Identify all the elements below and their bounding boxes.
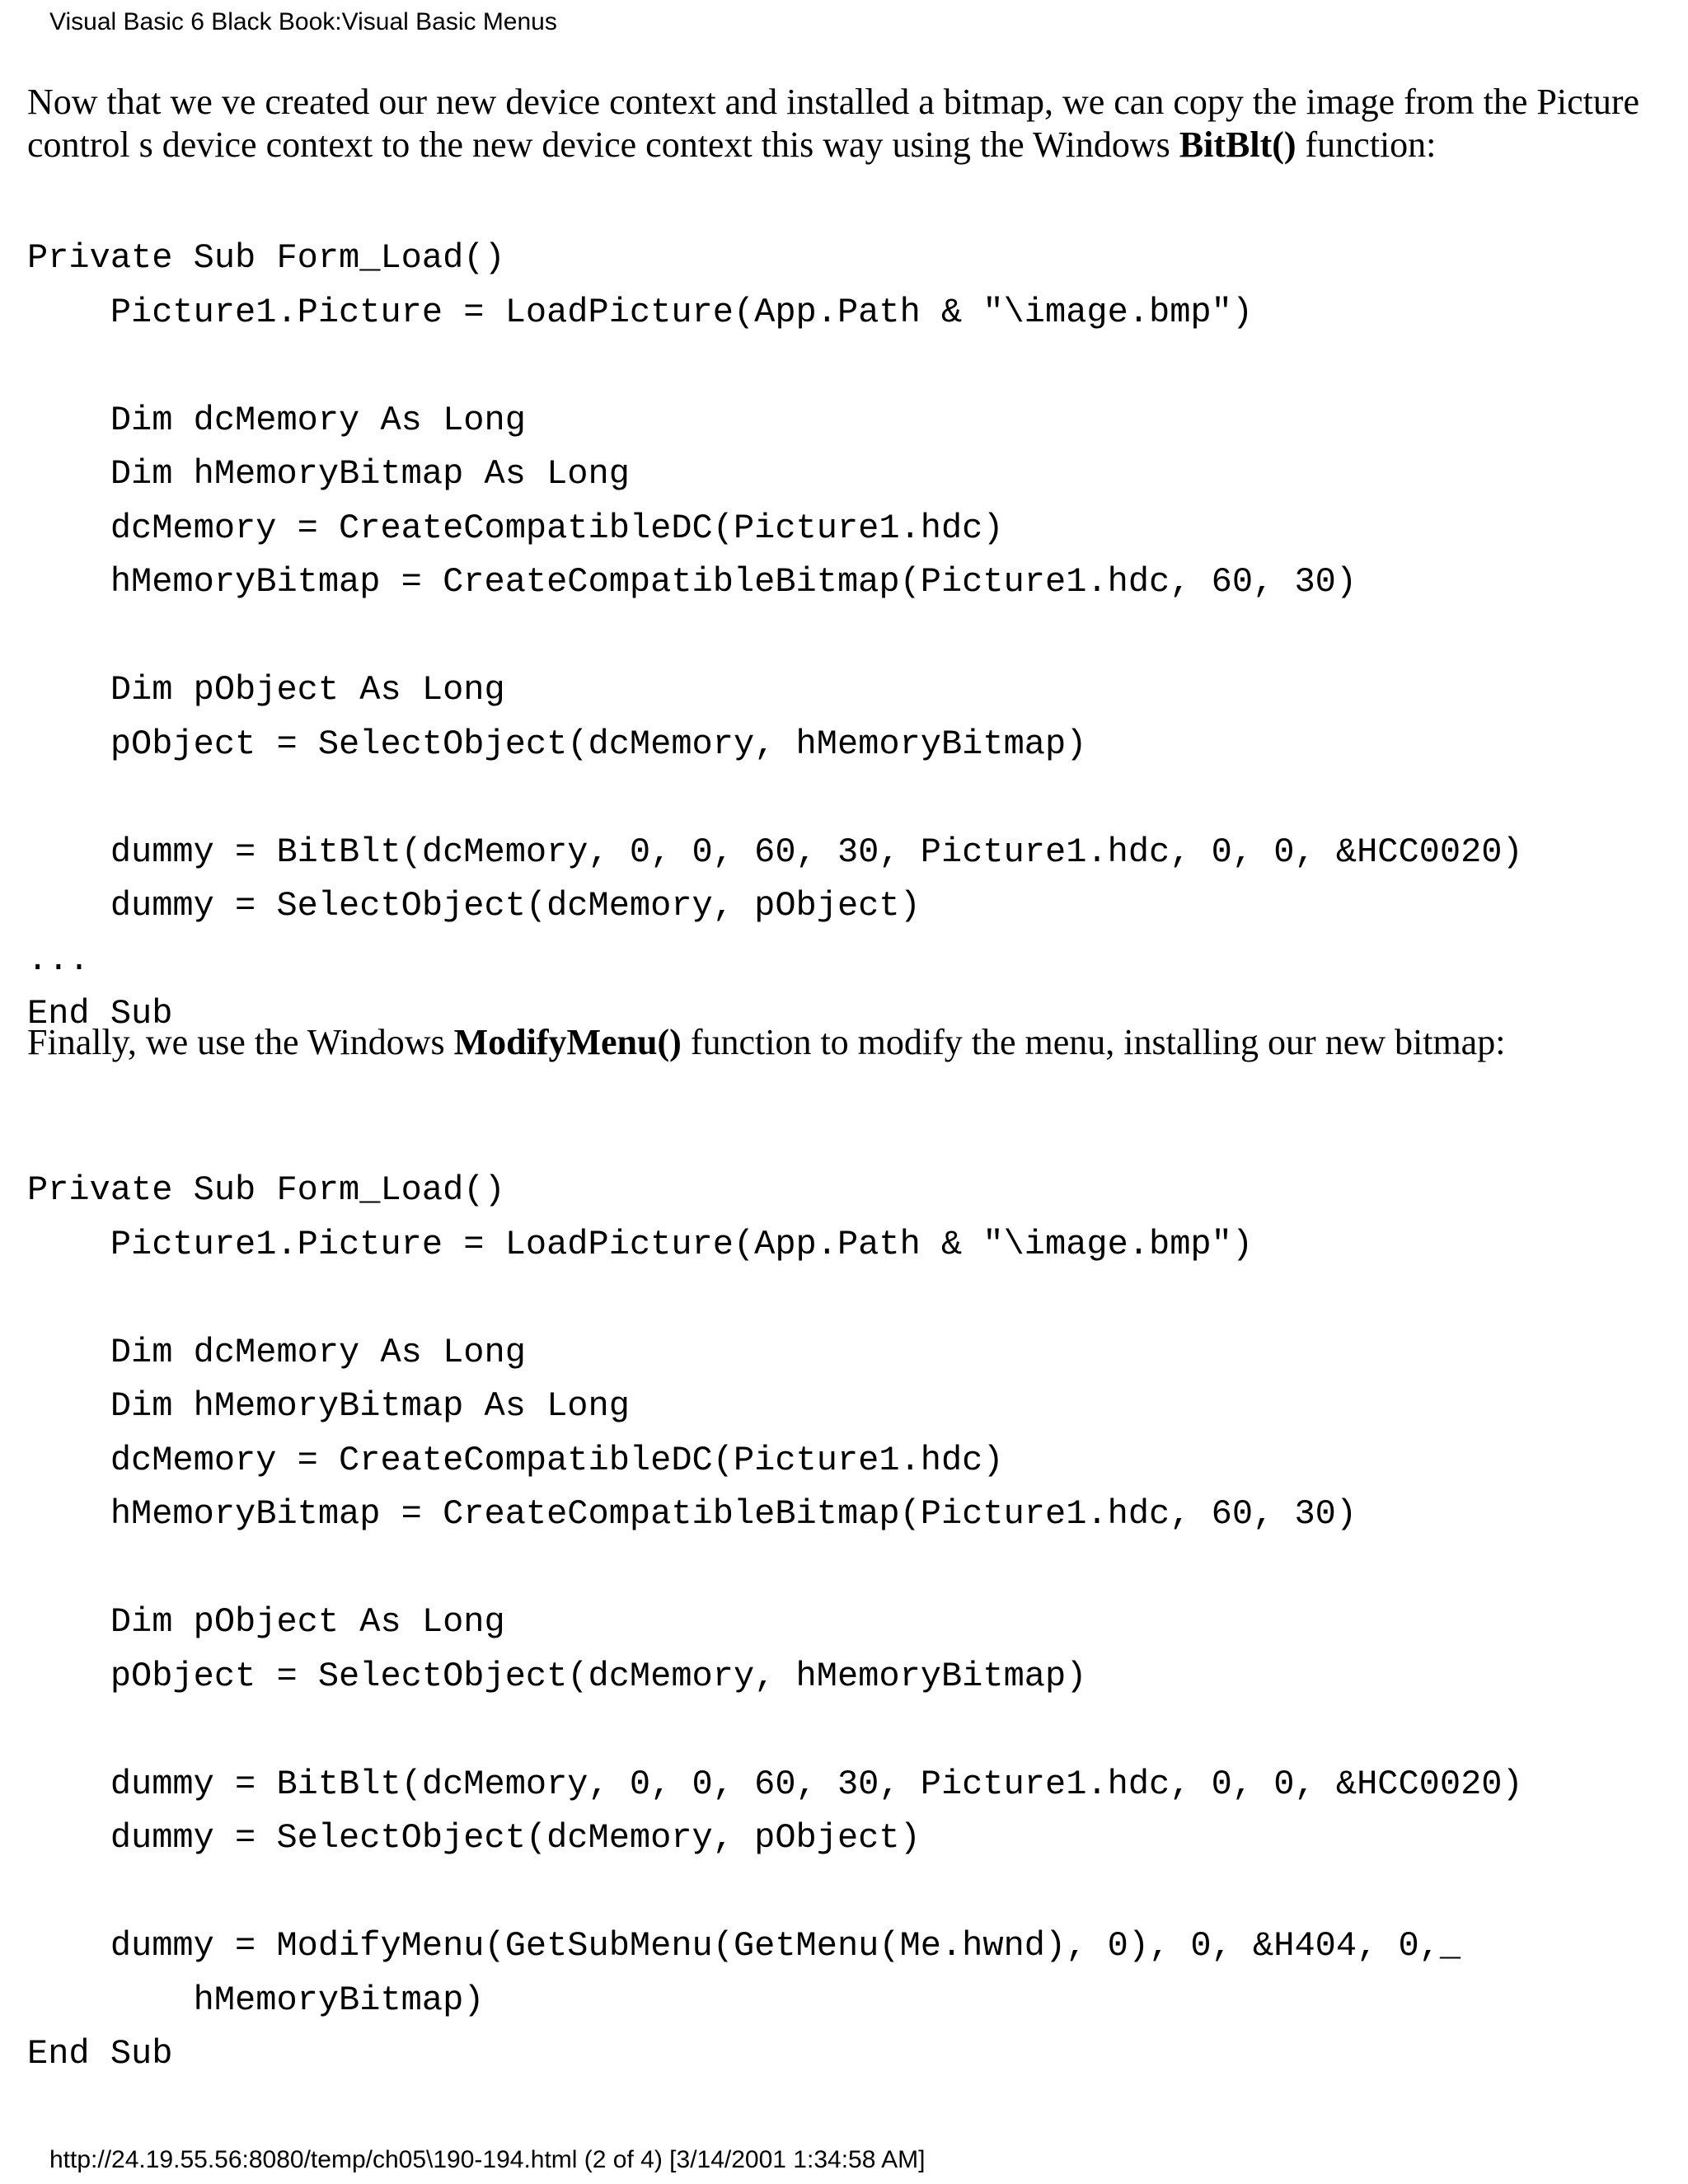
paragraph-modifymenu [27, 1021, 1667, 1064]
paragraph-modifymenu-text-after: function to modify the menu, installing our new bitmap: [681, 1022, 1506, 1062]
paragraph-bitblt-text-after: function: [1296, 124, 1437, 165]
paragraph-bitblt-text-before: Now that we ve created our new device context and installed a bitmap, we can copy the image from the Picture control s device context to the new device context this way using the Windows [27, 82, 1640, 165]
bitblt-function-name: BitBlt() [1179, 124, 1296, 165]
modifymenu-function-name: ModifyMenu() [453, 1022, 682, 1062]
page-header: Visual Basic 6 Black Book:Visual Basic Menus [49, 8, 557, 35]
code-block-bitblt: Private Sub Form_Load() Picture1.Picture = LoadPicture(App.Path & "\image.bmp") Dim dcMemory As Long Dim hMemoryBitmap As Long dcMemory = CreateCompatibleDC(Picture1.hdc) hMemoryBitmap = CreateCompatibleBitmap(Picture1.hdc, 60, 30) Dim pObject As Long pObject = SelectObject(dcMemory, hMemoryBitmap) dummy = BitBlt(dcMemory, 0, 0, 60, 30, Picture1.hdc, 0, 0, &HCC0020) dummy = SelectObject(dcMemory, pObject) ... End Sub [27, 238, 1523, 1033]
paragraph-bitblt [27, 81, 1667, 166]
code-block-modifymenu: Private Sub Form_Load() Picture1.Picture = LoadPicture(App.Path & "\image.bmp") Dim dcMemory As Long Dim hMemoryBitmap As Long dcMemory = CreateCompatibleDC(Picture1.hdc) hMemoryBitmap = CreateCompatibleBitmap(Picture1.hdc, 60, 30) Dim pObject As Long pObject = SelectObject(dcMemory, hMemoryBitmap) dummy = BitBlt(dcMemory, 0, 0, 60, 30, Picture1.hdc, 0, 0, &HCC0020) dummy = SelectObject(dcMemory, pObject) dummy = ModifyMenu(GetSubMenu(GetMenu(Me.hwnd), 0), 0, &H404, 0,_ hMemoryBitmap) End Sub [27, 1170, 1523, 2074]
page-footer-url: http://24.19.55.56:8080/temp/ch05\190-194.html (2 of 4) [3/14/2001 1:34:58 AM] [49, 2146, 926, 2173]
paragraph-modifymenu-text-before: Finally, we use the Windows [27, 1022, 454, 1062]
